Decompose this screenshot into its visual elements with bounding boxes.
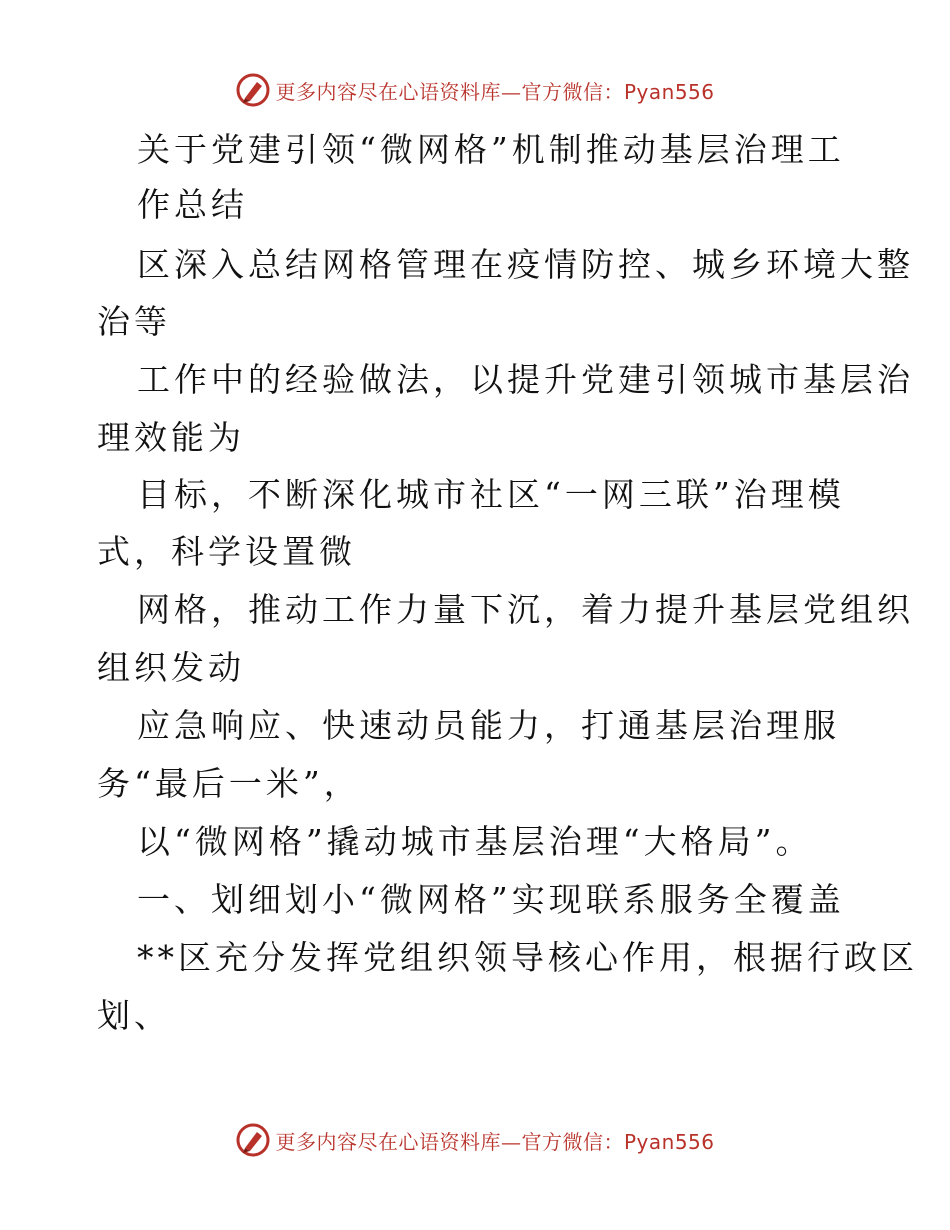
paragraph-line: 治等 — [97, 302, 171, 341]
paragraph-line: 区深入总结网格管理在疫情防控、城乡环境大整 — [137, 245, 914, 284]
paragraph-line: 工作中的经验做法，以提升党建引领城市基层治 — [137, 360, 914, 399]
paragraph-line: 理效能为 — [97, 418, 245, 457]
doc-title-line-2: 作总结 — [137, 185, 248, 224]
section-heading: 一、划细划小“微网格”实现联系服务全覆盖 — [137, 880, 845, 919]
header-banner — [0, 70, 950, 110]
paragraph-line: 式，科学设置微 — [97, 532, 356, 571]
wechat-id: Pyan556 — [623, 79, 715, 104]
footer-banner — [0, 1120, 950, 1160]
paragraph-line: 组织发动 — [97, 648, 245, 687]
paragraph-line: **区充分发挥党组织领导核心作用，根据行政区 — [137, 938, 918, 977]
pen-logo-icon — [235, 72, 271, 108]
banner-label: 更多内容尽在心语资料库—官方微信：Pyan556 — [275, 1129, 715, 1154]
paragraph-line: 划、 — [97, 996, 171, 1035]
paragraph-line: 目标，不断深化城市社区“一网三联”治理模 — [137, 475, 845, 514]
doc-title-line-1: 关于党建引领“微网格”机制推动基层治理工 — [137, 130, 845, 169]
paragraph-line: 网格，推动工作力量下沉，着力提升基层党组织 — [137, 590, 914, 629]
paragraph-line: 以“微网格”撬动城市基层治理“大格局”。 — [137, 822, 813, 861]
pen-logo-icon — [235, 1122, 271, 1158]
banner-label: 更多内容尽在心语资料库—官方微信：Pyan556 — [275, 79, 715, 104]
wechat-id: Pyan556 — [623, 1129, 715, 1154]
paragraph-line: 应急响应、快速动员能力，打通基层治理服 — [137, 706, 840, 745]
paragraph-line: 务“最后一米”， — [97, 764, 361, 803]
